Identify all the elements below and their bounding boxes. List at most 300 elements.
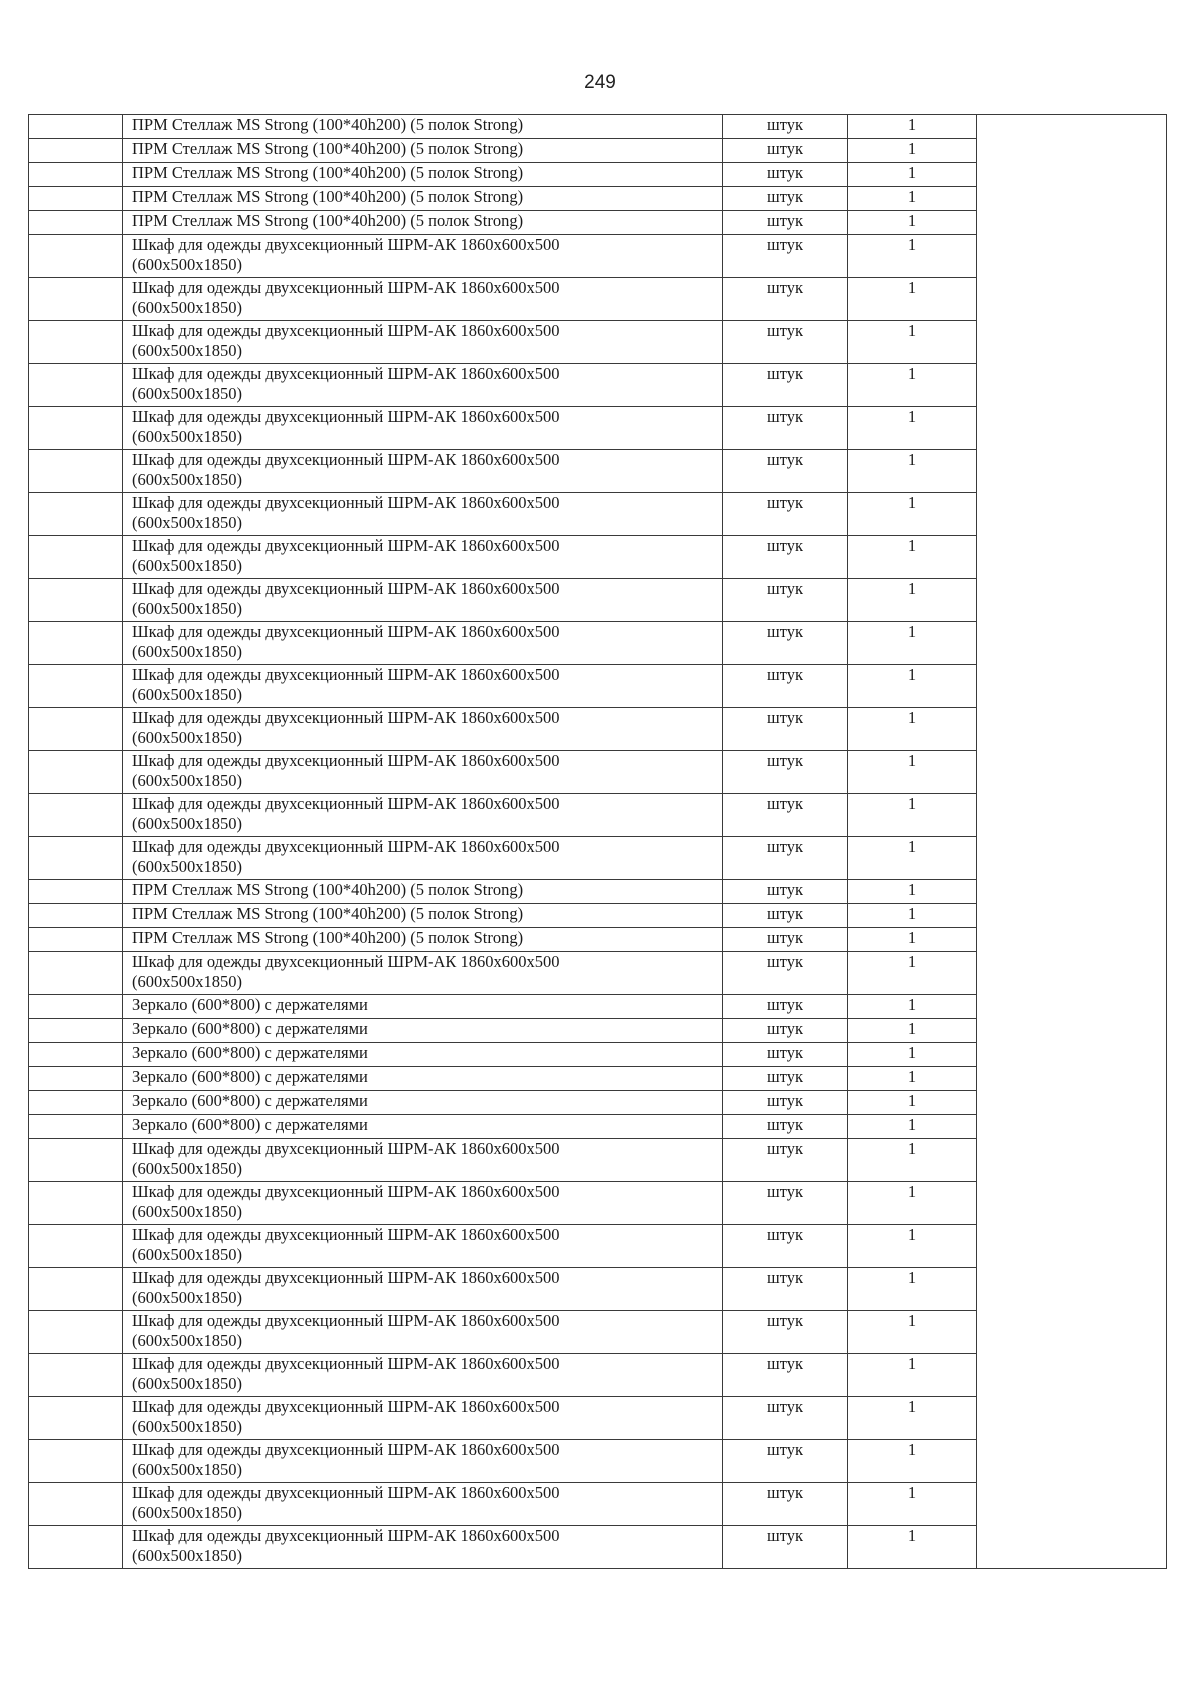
quantity-cell	[848, 952, 977, 995]
items-table-body	[29, 115, 1167, 1569]
quantity-cell	[848, 622, 977, 665]
item-name-text: Зеркало (600*800) с держателями	[132, 995, 368, 1014]
unit-text: штук	[767, 364, 803, 383]
item-name-text: Шкаф для одежды двухсекционный ШРМ-АК 1860х600х500	[132, 1311, 560, 1330]
unit-text: штук	[767, 794, 803, 813]
unit-text: штук	[767, 1019, 803, 1038]
item-name-cell	[123, 493, 723, 536]
unit-cell	[723, 1182, 848, 1225]
row-number-cell	[29, 622, 123, 665]
quantity-cell	[848, 1397, 977, 1440]
item-name-cell	[123, 1440, 723, 1483]
quantity-cell	[848, 1268, 977, 1311]
item-name-cell	[123, 211, 723, 235]
item-name-cell	[123, 1526, 723, 1569]
unit-cell	[723, 995, 848, 1019]
row-number-cell	[29, 1182, 123, 1225]
row-number-cell	[29, 278, 123, 321]
unit-cell	[723, 278, 848, 321]
quantity-text: 1	[907, 1043, 917, 1062]
unit-text: штук	[767, 1182, 803, 1201]
unit-text: штук	[767, 1115, 803, 1134]
quantity-text: 1	[907, 622, 917, 641]
row-number-cell	[29, 794, 123, 837]
row-number-cell	[29, 1526, 123, 1569]
item-name-text: (600х500х1850)	[132, 298, 242, 317]
unit-cell	[723, 450, 848, 493]
unit-text: штук	[767, 1139, 803, 1158]
unit-cell	[723, 139, 848, 163]
quantity-cell	[848, 1526, 977, 1569]
quantity-cell	[848, 1182, 977, 1225]
row-number-cell	[29, 708, 123, 751]
unit-cell	[723, 837, 848, 880]
row-number-cell	[29, 665, 123, 708]
quantity-cell	[848, 1019, 977, 1043]
quantity-text: 1	[907, 751, 917, 770]
quantity-cell	[848, 115, 977, 139]
unit-text: штук	[767, 1225, 803, 1244]
quantity-cell	[848, 278, 977, 321]
row-number-cell	[29, 904, 123, 928]
quantity-text: 1	[907, 139, 917, 158]
unit-cell	[723, 1526, 848, 1569]
item-name-cell	[123, 1067, 723, 1091]
row-number-cell	[29, 995, 123, 1019]
unit-cell	[723, 115, 848, 139]
notes-cell	[977, 115, 1167, 1569]
unit-text: штук	[767, 235, 803, 254]
item-name-cell	[123, 1354, 723, 1397]
item-name-text: Зеркало (600*800) с держателями	[132, 1019, 368, 1038]
unit-cell	[723, 1043, 848, 1067]
quantity-cell	[848, 1440, 977, 1483]
item-name-text: Шкаф для одежды двухсекционный ШРМ-АК 1860х600х500	[132, 1225, 560, 1244]
unit-cell	[723, 1354, 848, 1397]
unit-text: штук	[767, 1043, 803, 1062]
unit-cell	[723, 1139, 848, 1182]
unit-text: штук	[767, 995, 803, 1014]
unit-text: штук	[767, 952, 803, 971]
unit-text: штук	[767, 115, 803, 134]
unit-cell	[723, 1440, 848, 1483]
unit-cell	[723, 493, 848, 536]
quantity-cell	[848, 1354, 977, 1397]
quantity-text: 1	[907, 163, 917, 182]
item-name-cell	[123, 1311, 723, 1354]
item-name-text: ПРМ Стеллаж MS Strong (100*40h200) (5 полок Strong)	[132, 211, 524, 230]
quantity-text: 1	[907, 1354, 917, 1373]
quantity-text: 1	[907, 235, 917, 254]
row-number-cell	[29, 952, 123, 995]
unit-text: штук	[767, 1440, 803, 1459]
row-number-cell	[29, 1019, 123, 1043]
unit-text: штук	[767, 665, 803, 684]
quantity-text: 1	[907, 1225, 917, 1244]
item-name-text: Шкаф для одежды двухсекционный ШРМ-АК 1860х600х500	[132, 407, 560, 426]
item-name-text: Зеркало (600*800) с держателями	[132, 1043, 368, 1062]
row-number-cell	[29, 1440, 123, 1483]
item-name-text: (600х500х1850)	[132, 972, 242, 991]
quantity-cell	[848, 163, 977, 187]
quantity-text: 1	[907, 928, 917, 947]
unit-text: штук	[767, 1397, 803, 1416]
unit-cell	[723, 1115, 848, 1139]
item-name-cell	[123, 904, 723, 928]
item-name-text: ПРМ Стеллаж MS Strong (100*40h200) (5 полок Strong)	[132, 139, 524, 158]
row-number-cell	[29, 187, 123, 211]
item-name-text: (600х500х1850)	[132, 1460, 242, 1479]
unit-cell	[723, 1067, 848, 1091]
quantity-text: 1	[907, 321, 917, 340]
item-name-text: (600х500х1850)	[132, 599, 242, 618]
quantity-text: 1	[907, 1268, 917, 1287]
item-name-text: (600х500х1850)	[132, 728, 242, 747]
item-name-text: Шкаф для одежды двухсекционный ШРМ-АК 1860х600х500	[132, 364, 560, 383]
row-number-cell	[29, 1268, 123, 1311]
item-name-cell	[123, 928, 723, 952]
item-name-text: (600х500х1850)	[132, 1331, 242, 1350]
unit-text: штук	[767, 708, 803, 727]
quantity-text: 1	[907, 1440, 917, 1459]
quantity-cell	[848, 211, 977, 235]
unit-text: штук	[767, 493, 803, 512]
quantity-cell	[848, 1067, 977, 1091]
item-name-cell	[123, 1268, 723, 1311]
quantity-text: 1	[907, 794, 917, 813]
quantity-text: 1	[907, 1091, 917, 1110]
item-name-cell	[123, 163, 723, 187]
item-name-cell	[123, 1139, 723, 1182]
row-number-cell	[29, 1043, 123, 1067]
item-name-cell	[123, 187, 723, 211]
item-name-cell	[123, 751, 723, 794]
row-number-cell	[29, 1483, 123, 1526]
quantity-cell	[848, 1483, 977, 1526]
item-name-cell	[123, 1182, 723, 1225]
quantity-cell	[848, 880, 977, 904]
item-name-text: Шкаф для одежды двухсекционный ШРМ-АК 1860х600х500	[132, 1483, 560, 1502]
item-name-cell	[123, 536, 723, 579]
unit-text: штук	[767, 450, 803, 469]
unit-cell	[723, 1483, 848, 1526]
item-name-text: ПРМ Стеллаж MS Strong (100*40h200) (5 полок Strong)	[132, 928, 524, 947]
quantity-text: 1	[907, 187, 917, 206]
unit-text: штук	[767, 928, 803, 947]
quantity-cell	[848, 364, 977, 407]
unit-cell	[723, 751, 848, 794]
quantity-text: 1	[907, 115, 917, 134]
row-number-cell	[29, 837, 123, 880]
quantity-text: 1	[907, 1067, 917, 1086]
quantity-cell	[848, 794, 977, 837]
item-name-cell	[123, 1019, 723, 1043]
item-name-text: Шкаф для одежды двухсекционный ШРМ-АК 1860х600х500	[132, 1526, 560, 1545]
item-name-cell	[123, 1397, 723, 1440]
unit-cell	[723, 321, 848, 364]
item-name-text: (600х500х1850)	[132, 255, 242, 274]
item-name-text: Шкаф для одежды двухсекционный ШРМ-АК 1860х600х500	[132, 321, 560, 340]
item-name-cell	[123, 837, 723, 880]
quantity-text: 1	[907, 579, 917, 598]
row-number-cell	[29, 1139, 123, 1182]
item-name-text: ПРМ Стеллаж MS Strong (100*40h200) (5 полок Strong)	[132, 163, 524, 182]
quantity-text: 1	[907, 450, 917, 469]
item-name-text: (600х500х1850)	[132, 1503, 242, 1522]
row-number-cell	[29, 139, 123, 163]
item-name-cell	[123, 450, 723, 493]
quantity-cell	[848, 665, 977, 708]
quantity-cell	[848, 1139, 977, 1182]
item-name-text: Шкаф для одежды двухсекционный ШРМ-АК 1860х600х500	[132, 493, 560, 512]
item-name-text: Зеркало (600*800) с держателями	[132, 1115, 368, 1134]
unit-text: штук	[767, 1311, 803, 1330]
row-number-cell	[29, 1311, 123, 1354]
unit-cell	[723, 928, 848, 952]
unit-cell	[723, 235, 848, 278]
row-number-cell	[29, 880, 123, 904]
item-name-text: (600х500х1850)	[132, 556, 242, 575]
quantity-text: 1	[907, 708, 917, 727]
row-number-cell	[29, 928, 123, 952]
row-number-cell	[29, 407, 123, 450]
unit-cell	[723, 794, 848, 837]
quantity-cell	[848, 751, 977, 794]
unit-text: штук	[767, 163, 803, 182]
quantity-cell	[848, 995, 977, 1019]
item-name-text: (600х500х1850)	[132, 470, 242, 489]
unit-text: штук	[767, 837, 803, 856]
item-name-text: Шкаф для одежды двухсекционный ШРМ-АК 1860х600х500	[132, 235, 560, 254]
unit-text: штук	[767, 880, 803, 899]
row-number-cell	[29, 751, 123, 794]
item-name-text: ПРМ Стеллаж MS Strong (100*40h200) (5 полок Strong)	[132, 880, 524, 899]
unit-text: штук	[767, 407, 803, 426]
unit-cell	[723, 880, 848, 904]
item-name-cell	[123, 880, 723, 904]
quantity-text: 1	[907, 880, 917, 899]
unit-text: штук	[767, 579, 803, 598]
unit-cell	[723, 952, 848, 995]
quantity-cell	[848, 187, 977, 211]
unit-cell	[723, 1091, 848, 1115]
unit-cell	[723, 1311, 848, 1354]
quantity-cell	[848, 928, 977, 952]
row-number-cell	[29, 1091, 123, 1115]
unit-text: штук	[767, 1268, 803, 1287]
item-name-cell	[123, 995, 723, 1019]
quantity-cell	[848, 321, 977, 364]
item-name-cell	[123, 115, 723, 139]
unit-cell	[723, 1268, 848, 1311]
row-number-cell	[29, 235, 123, 278]
item-name-text: Шкаф для одежды двухсекционный ШРМ-АК 1860х600х500	[132, 536, 560, 555]
item-name-cell	[123, 622, 723, 665]
unit-cell	[723, 163, 848, 187]
unit-text: штук	[767, 1354, 803, 1373]
item-name-text: Шкаф для одежды двухсекционный ШРМ-АК 1860х600х500	[132, 1268, 560, 1287]
item-name-text: Шкаф для одежды двухсекционный ШРМ-АК 1860х600х500	[132, 450, 560, 469]
quantity-cell	[848, 1311, 977, 1354]
row-number-cell	[29, 1225, 123, 1268]
quantity-text: 1	[907, 952, 917, 971]
quantity-cell	[848, 536, 977, 579]
item-name-text: Шкаф для одежды двухсекционный ШРМ-АК 1860х600х500	[132, 665, 560, 684]
unit-text: штук	[767, 536, 803, 555]
unit-cell	[723, 1019, 848, 1043]
row-number-cell	[29, 1067, 123, 1091]
item-name-text: Шкаф для одежды двухсекционный ШРМ-АК 1860х600х500	[132, 579, 560, 598]
unit-cell	[723, 1225, 848, 1268]
quantity-cell	[848, 450, 977, 493]
unit-cell	[723, 622, 848, 665]
unit-text: штук	[767, 187, 803, 206]
item-name-cell	[123, 579, 723, 622]
unit-cell	[723, 1397, 848, 1440]
unit-cell	[723, 665, 848, 708]
quantity-cell	[848, 837, 977, 880]
item-name-text: Зеркало (600*800) с держателями	[132, 1067, 368, 1086]
row-number-cell	[29, 115, 123, 139]
quantity-cell	[848, 904, 977, 928]
quantity-text: 1	[907, 536, 917, 555]
item-name-text: (600х500х1850)	[132, 771, 242, 790]
unit-text: штук	[767, 139, 803, 158]
quantity-text: 1	[907, 407, 917, 426]
row-number-cell	[29, 1115, 123, 1139]
item-name-text: (600х500х1850)	[132, 1245, 242, 1264]
item-name-text: (600х500х1850)	[132, 685, 242, 704]
item-name-text: Шкаф для одежды двухсекционный ШРМ-АК 1860х600х500	[132, 1397, 560, 1416]
unit-text: штук	[767, 1067, 803, 1086]
quantity-cell	[848, 139, 977, 163]
item-name-text: Шкаф для одежды двухсекционный ШРМ-АК 1860х600х500	[132, 1440, 560, 1459]
quantity-cell	[848, 1225, 977, 1268]
unit-cell	[723, 904, 848, 928]
row-number-cell	[29, 493, 123, 536]
item-name-text: ПРМ Стеллаж MS Strong (100*40h200) (5 полок Strong)	[132, 115, 524, 134]
item-name-cell	[123, 364, 723, 407]
item-name-cell	[123, 1115, 723, 1139]
quantity-text: 1	[907, 1311, 917, 1330]
unit-cell	[723, 536, 848, 579]
item-name-text: Шкаф для одежды двухсекционный ШРМ-АК 1860х600х500	[132, 751, 560, 770]
quantity-text: 1	[907, 1182, 917, 1201]
item-name-text: (600х500х1850)	[132, 513, 242, 532]
quantity-text: 1	[907, 1019, 917, 1038]
row-number-cell	[29, 321, 123, 364]
row-number-cell	[29, 163, 123, 187]
item-name-text: (600х500х1850)	[132, 1546, 242, 1565]
quantity-text: 1	[907, 1115, 917, 1134]
quantity-text: 1	[907, 211, 917, 230]
quantity-text: 1	[907, 995, 917, 1014]
item-name-cell	[123, 1225, 723, 1268]
row-number-cell	[29, 211, 123, 235]
unit-text: штук	[767, 1483, 803, 1502]
item-name-cell	[123, 235, 723, 278]
unit-text: штук	[767, 1091, 803, 1110]
unit-text: штук	[767, 751, 803, 770]
item-name-text: (600х500х1850)	[132, 427, 242, 446]
item-name-cell	[123, 321, 723, 364]
quantity-cell	[848, 235, 977, 278]
quantity-text: 1	[907, 1139, 917, 1158]
item-name-text: Шкаф для одежды двухсекционный ШРМ-АК 1860х600х500	[132, 952, 560, 971]
quantity-cell	[848, 1091, 977, 1115]
row-number-cell	[29, 450, 123, 493]
item-name-cell	[123, 407, 723, 450]
item-name-cell	[123, 665, 723, 708]
item-name-text: Шкаф для одежды двухсекционный ШРМ-АК 1860х600х500	[132, 1354, 560, 1373]
item-name-text: (600х500х1850)	[132, 1159, 242, 1178]
row-number-cell	[29, 579, 123, 622]
item-name-text: (600х500х1850)	[132, 814, 242, 833]
page-number: 249	[584, 72, 616, 93]
quantity-cell	[848, 407, 977, 450]
unit-text: штук	[767, 622, 803, 641]
quantity-text: 1	[907, 493, 917, 512]
item-name-text: (600х500х1850)	[132, 1374, 242, 1393]
row-number-cell	[29, 536, 123, 579]
unit-cell	[723, 211, 848, 235]
item-name-text: Шкаф для одежды двухсекционный ШРМ-АК 1860х600х500	[132, 794, 560, 813]
unit-cell	[723, 364, 848, 407]
item-name-text: ПРМ Стеллаж MS Strong (100*40h200) (5 полок Strong)	[132, 187, 524, 206]
unit-text: штук	[767, 904, 803, 923]
quantity-text: 1	[907, 364, 917, 383]
items-table	[28, 114, 1167, 1569]
item-name-text: Шкаф для одежды двухсекционный ШРМ-АК 1860х600х500	[132, 278, 560, 297]
unit-text: штук	[767, 1526, 803, 1545]
item-name-cell	[123, 952, 723, 995]
quantity-cell	[848, 493, 977, 536]
item-name-text: Зеркало (600*800) с держателями	[132, 1091, 368, 1110]
item-name-cell	[123, 1483, 723, 1526]
item-name-text: Шкаф для одежды двухсекционный ШРМ-АК 1860х600х500	[132, 1182, 560, 1201]
quantity-cell	[848, 708, 977, 751]
quantity-text: 1	[907, 1526, 917, 1545]
item-name-text: Шкаф для одежды двухсекционный ШРМ-АК 1860х600х500	[132, 622, 560, 641]
unit-cell	[723, 407, 848, 450]
item-name-cell	[123, 794, 723, 837]
quantity-text: 1	[907, 1483, 917, 1502]
item-name-text: (600х500х1850)	[132, 1202, 242, 1221]
item-name-cell	[123, 139, 723, 163]
quantity-text: 1	[907, 837, 917, 856]
quantity-cell	[848, 1043, 977, 1067]
table-row	[29, 115, 1167, 139]
quantity-text: 1	[907, 1397, 917, 1416]
quantity-cell	[848, 579, 977, 622]
item-name-cell	[123, 708, 723, 751]
unit-text: штук	[767, 321, 803, 340]
row-number-cell	[29, 1397, 123, 1440]
unit-cell	[723, 708, 848, 751]
item-name-cell	[123, 278, 723, 321]
item-name-text: (600х500х1850)	[132, 341, 242, 360]
item-name-text: ПРМ Стеллаж MS Strong (100*40h200) (5 полок Strong)	[132, 904, 524, 923]
row-number-cell	[29, 1354, 123, 1397]
unit-text: штук	[767, 211, 803, 230]
row-number-cell	[29, 364, 123, 407]
item-name-text: (600х500х1850)	[132, 1417, 242, 1436]
quantity-text: 1	[907, 665, 917, 684]
item-name-text: Шкаф для одежды двухсекционный ШРМ-АК 1860х600х500	[132, 1139, 560, 1158]
item-name-text: (600х500х1850)	[132, 857, 242, 876]
item-name-text: (600х500х1850)	[132, 1288, 242, 1307]
quantity-text: 1	[907, 278, 917, 297]
